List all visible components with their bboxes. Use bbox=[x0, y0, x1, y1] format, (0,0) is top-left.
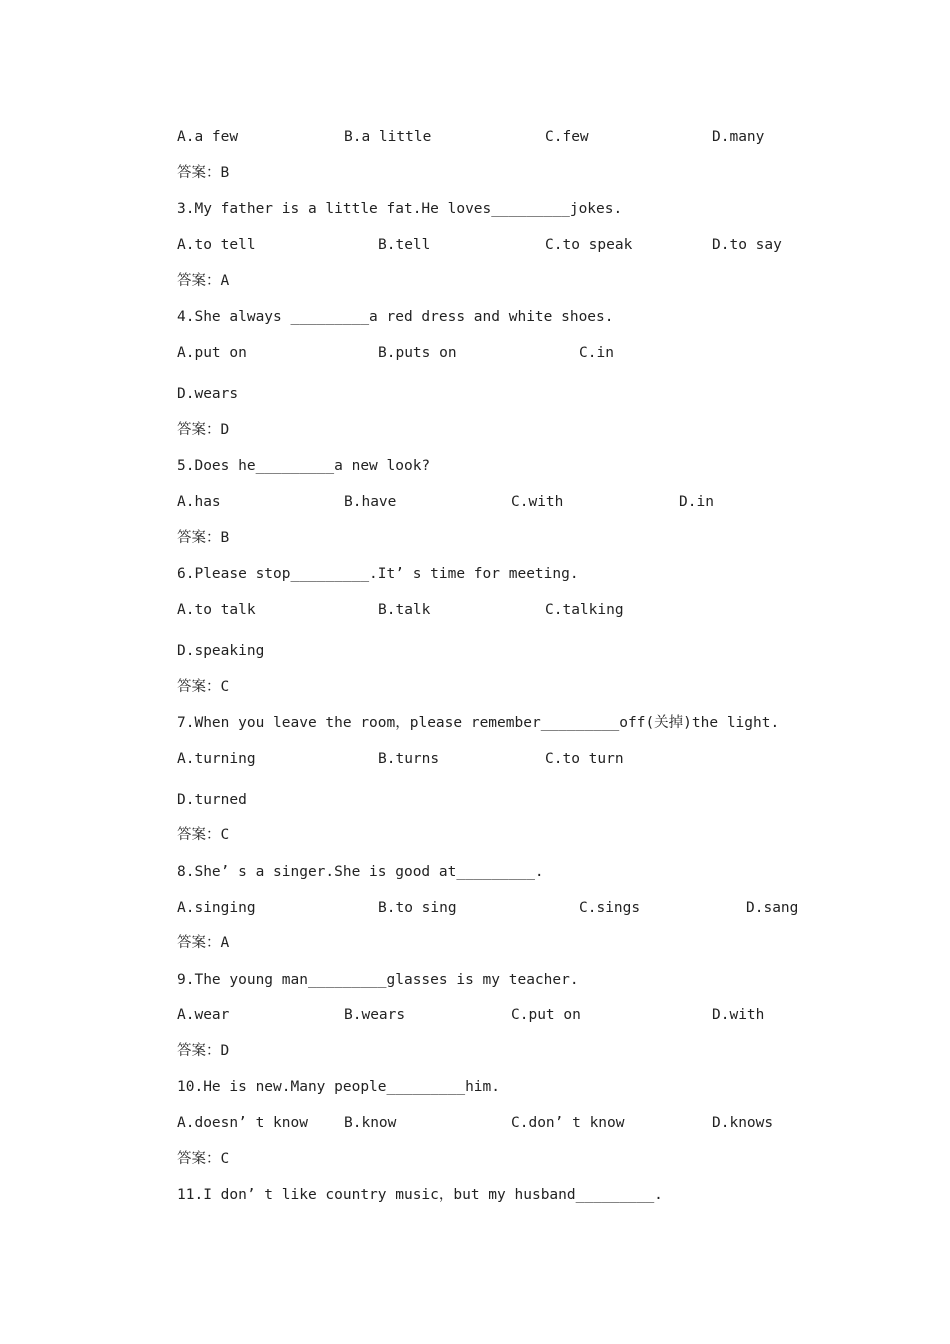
option-b: B.wears bbox=[344, 1007, 406, 1023]
answer: 答案：D bbox=[177, 1043, 230, 1059]
option-c: C.in bbox=[579, 345, 614, 361]
option-d: D.sang bbox=[746, 900, 799, 916]
option-c: C.sings bbox=[579, 900, 641, 916]
option-b: B.to sing bbox=[378, 900, 457, 916]
option-a: A.has bbox=[177, 494, 221, 510]
question: 5.Does he_________a new look? bbox=[177, 458, 431, 474]
question: 9.The young man_________glasses is my teacher. bbox=[177, 972, 579, 988]
option-d: D.turned bbox=[177, 792, 247, 808]
option-a: A.to talk bbox=[177, 602, 256, 618]
option-c: C.don’ t know bbox=[511, 1115, 625, 1131]
option-c: C.to speak bbox=[545, 237, 633, 253]
question: 8.She’ s a singer.She is good at_________. bbox=[177, 864, 544, 880]
option-a: A.doesn’ t know bbox=[177, 1115, 308, 1131]
answer: 答案：C bbox=[177, 827, 230, 843]
option-c: C.to turn bbox=[545, 751, 624, 767]
answer: 答案：A bbox=[177, 273, 230, 289]
option-d: D.in bbox=[679, 494, 714, 510]
answer: 答案：C bbox=[177, 679, 230, 695]
option-b: B.talk bbox=[378, 602, 431, 618]
option-b: B.a little bbox=[344, 129, 432, 145]
option-b: B.tell bbox=[378, 237, 431, 253]
option-d: D.many bbox=[712, 129, 765, 145]
option-a: A.put on bbox=[177, 345, 247, 361]
option-a: A.singing bbox=[177, 900, 256, 916]
option-d: D.with bbox=[712, 1007, 765, 1023]
option-d: D.speaking bbox=[177, 643, 265, 659]
option-b: B.turns bbox=[378, 751, 440, 767]
option-d: D.wears bbox=[177, 386, 239, 402]
option-a: A.to tell bbox=[177, 237, 256, 253]
option-a: A.wear bbox=[177, 1007, 230, 1023]
option-b: B.know bbox=[344, 1115, 397, 1131]
question: 3.My father is a little fat.He loves_________jokes. bbox=[177, 201, 623, 217]
option-a: A.a few bbox=[177, 129, 239, 145]
question: 10.He is new.Many people_________him. bbox=[177, 1079, 501, 1095]
option-b: B.have bbox=[344, 494, 397, 510]
question: 7.When you leave the room，please remember_________off(关掉)the light. bbox=[177, 715, 780, 731]
option-d: D.to say bbox=[712, 237, 782, 253]
option-d: D.knows bbox=[712, 1115, 774, 1131]
option-b: B.puts on bbox=[378, 345, 457, 361]
answer: 答案：A bbox=[177, 935, 230, 951]
question: 4.She always _________a red dress and white shoes. bbox=[177, 309, 614, 325]
answer: 答案：B bbox=[177, 530, 230, 546]
option-c: C.talking bbox=[545, 602, 624, 618]
option-a: A.turning bbox=[177, 751, 256, 767]
answer: 答案：C bbox=[177, 1151, 230, 1167]
question: 11.I don’ t like country music，but my husband_________. bbox=[177, 1187, 663, 1203]
question: 6.Please stop_________.It’ s time for meeting. bbox=[177, 566, 579, 582]
answer: 答案：B bbox=[177, 165, 230, 181]
answer: 答案：D bbox=[177, 422, 230, 438]
option-c: C.few bbox=[545, 129, 589, 145]
option-c: C.put on bbox=[511, 1007, 581, 1023]
option-c: C.with bbox=[511, 494, 564, 510]
